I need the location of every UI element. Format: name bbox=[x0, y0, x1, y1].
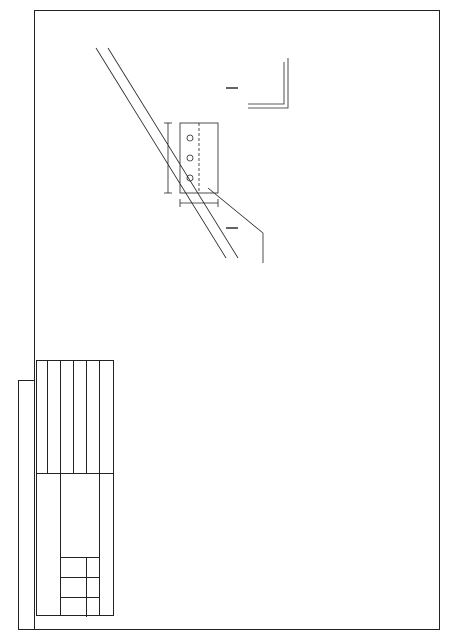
angle-profile-inner-line bbox=[248, 62, 284, 104]
joint-detail-drawing bbox=[58, 28, 358, 278]
angle-profile-line bbox=[248, 58, 288, 108]
bolt-mark bbox=[187, 135, 193, 141]
leader-line bbox=[208, 188, 263, 233]
truss-chord-bottom-line bbox=[96, 48, 226, 258]
truss-chord-top-line bbox=[108, 48, 238, 258]
title-block-stamp bbox=[36, 360, 114, 616]
rotated-sheet-content bbox=[32, 20, 418, 620]
bolt-mark bbox=[187, 155, 193, 161]
joint-detail-svg bbox=[58, 28, 358, 278]
